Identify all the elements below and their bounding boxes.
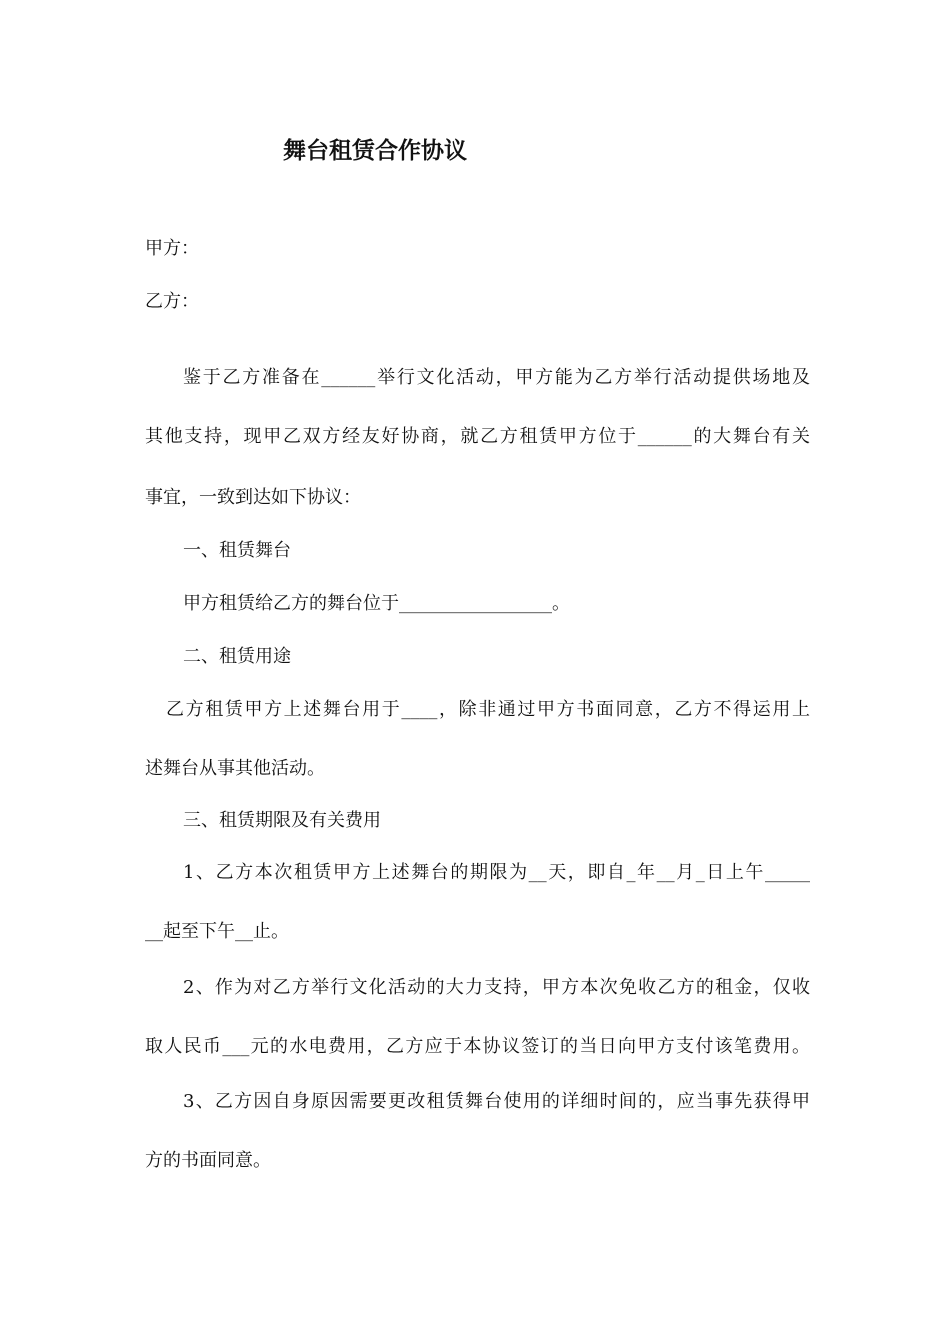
- section-2-line-2: 述舞台从事其他活动。: [145, 758, 325, 779]
- section-2-heading: 二、租赁用途: [183, 646, 291, 667]
- section-1-line-1: 甲方租赁给乙方的舞台位于_________________。: [183, 593, 570, 614]
- document-title: 舞台租赁合作协议: [283, 138, 467, 164]
- section-3-item-2-line-2: 取人民币___元的水电费用，乙方应于本协议签订的当日向甲方支付该笔费用。: [145, 1036, 810, 1057]
- party-b-label: 乙方：: [145, 291, 199, 312]
- section-3-item-1-line-1: 1、乙方本次租赁甲方上述舞台的期限为__天，即自_年__月_日上午_____: [183, 862, 810, 883]
- section-2-line-1: 乙方租赁甲方上述舞台用于____，除非通过甲方书面同意，乙方不得运用上: [166, 699, 810, 720]
- preamble-line-2: 其他支持，现甲乙双方经友好协商，就乙方租赁甲方位于______的大舞台有关: [145, 426, 810, 447]
- section-3-item-3-line-1: 3、乙方因自身原因需要更改租赁舞台使用的详细时间的，应当事先获得甲: [183, 1091, 810, 1112]
- section-3-item-1-line-2: __起至下午__止。: [145, 921, 289, 942]
- preamble-line-1: 鉴于乙方准备在______举行文化活动，甲方能为乙方举行活动提供场地及: [183, 367, 810, 388]
- party-a-label: 甲方：: [145, 238, 199, 259]
- section-3-item-3-line-2: 方的书面同意。: [145, 1150, 271, 1171]
- section-3-heading: 三、租赁期限及有关费用: [183, 810, 381, 831]
- section-3-item-2-line-1: 2、作为对乙方举行文化活动的大力支持，甲方本次免收乙方的租金，仅收: [183, 977, 810, 998]
- section-1-heading: 一、租赁舞台: [183, 540, 291, 561]
- preamble-line-3: 事宜，一致到达如下协议：: [145, 487, 361, 508]
